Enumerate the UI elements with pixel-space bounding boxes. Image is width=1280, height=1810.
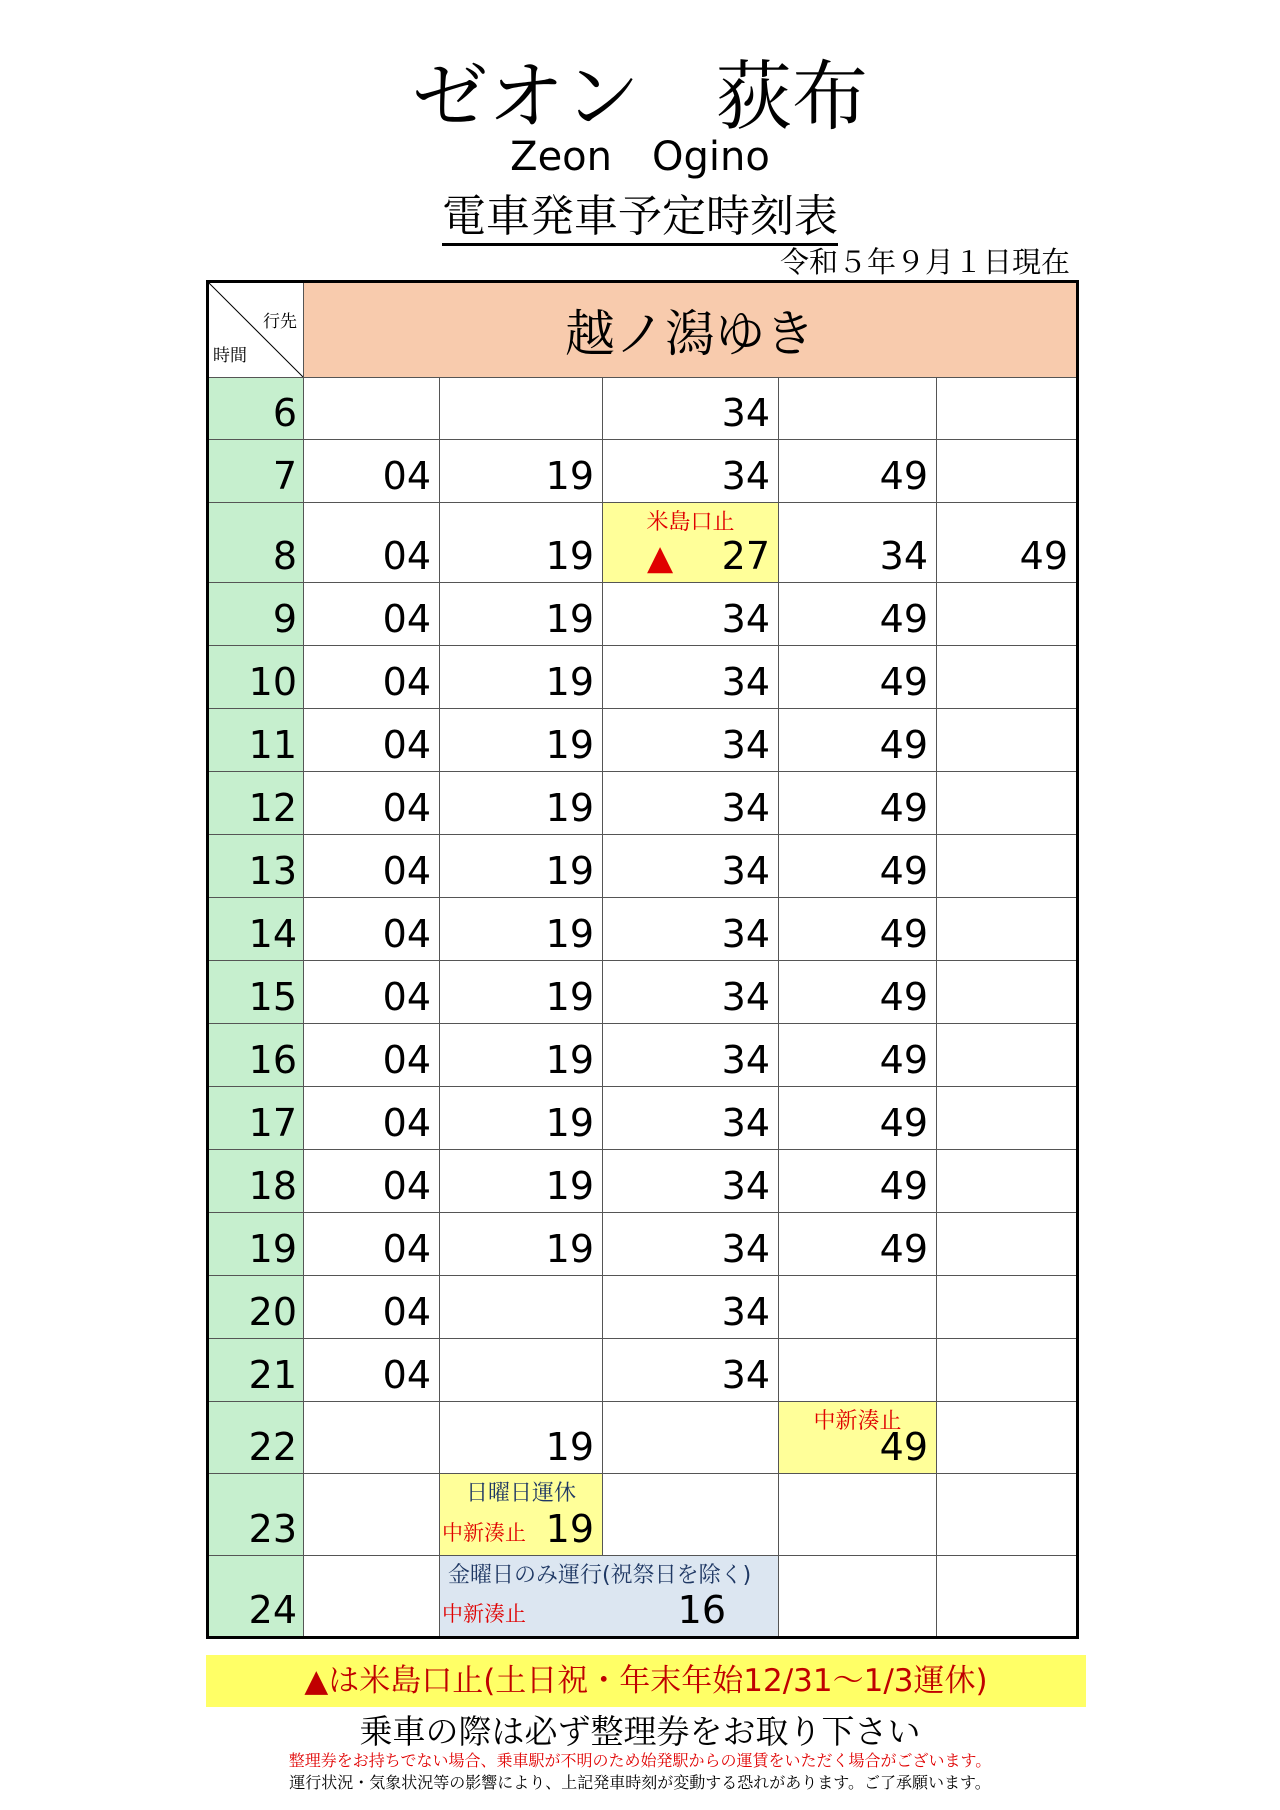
time-cell: 49 (779, 1150, 937, 1213)
friday-only-note: 金曜日のみ運行(祝祭日を除く) (448, 1563, 752, 1588)
sunday-suspended-note: 日曜日運休 (465, 1481, 576, 1506)
time-cell: 19 (440, 835, 603, 898)
time-cell: 49 (779, 772, 937, 835)
time-cell: 49 (779, 1213, 937, 1276)
table-row (208, 440, 1078, 503)
time-cell (937, 1024, 1078, 1087)
station-name-jp: ゼオン 荻布 (412, 52, 868, 141)
time-cell: 34 (603, 378, 779, 440)
hour-cell: 19 (208, 1213, 304, 1276)
time-cell: 34 (603, 961, 779, 1024)
time-cell: 04 (304, 1276, 440, 1339)
hour-cell: 15 (208, 961, 304, 1024)
time-cell: 49 (779, 583, 937, 646)
table-row (208, 1150, 1078, 1213)
table-row (208, 1213, 1078, 1276)
header-row (208, 282, 1078, 378)
time-cell: 04 (304, 961, 440, 1024)
time-cell (304, 1474, 440, 1556)
time-cell (937, 1339, 1078, 1402)
time-cell: 19 (440, 1087, 603, 1150)
hour-cell: 18 (208, 1150, 304, 1213)
time-cell: 04 (304, 835, 440, 898)
table-row (208, 646, 1078, 709)
station-name-en: Zeon Ogino (510, 134, 770, 180)
time-cell: 49 (779, 835, 937, 898)
time-cell: 04 (304, 1024, 440, 1087)
timetable-title (0, 190, 1280, 244)
time-cell: 19 (440, 1024, 603, 1087)
time-cell: 19 (440, 1150, 603, 1213)
time-cell (937, 709, 1078, 772)
hour-cell: 10 (208, 646, 304, 709)
time-cell: 04 (304, 898, 440, 961)
time-cell: 04 (304, 646, 440, 709)
time-cell (304, 378, 440, 440)
table-row (208, 772, 1078, 835)
hour-cell: 13 (208, 835, 304, 898)
time-cell: 34 (603, 772, 779, 835)
time-cell (937, 772, 1078, 835)
table-row (208, 1474, 1078, 1556)
time-cell: 34 (603, 1024, 779, 1087)
hour-cell: 14 (208, 898, 304, 961)
time-cell: 19 (440, 898, 603, 961)
time-cell (603, 1474, 779, 1556)
time-cell (304, 1556, 440, 1638)
nakashinminato-note: 中新湊止 (442, 1521, 526, 1545)
time-value: 27 (721, 534, 770, 578)
hour-cell: 17 (208, 1087, 304, 1150)
timetable (206, 280, 1079, 1639)
as-of-date: 令和５年９月１日現在 (779, 245, 1070, 279)
time-cell (937, 835, 1078, 898)
time-cell (779, 1474, 937, 1556)
time-cell: 19 (440, 772, 603, 835)
time-value: 16 (677, 1588, 726, 1632)
table-row (208, 1276, 1078, 1339)
time-cell: 19 (440, 646, 603, 709)
time-cell: 34 (603, 709, 779, 772)
timetable-title-text: 電車発車予定時刻表 (442, 191, 838, 246)
time-cell: 34 (779, 503, 937, 583)
hour-cell: 21 (208, 1339, 304, 1402)
time-cell (937, 1150, 1078, 1213)
time-cell (937, 1402, 1078, 1474)
time-cell: 34 (603, 583, 779, 646)
time-cell: 19 (440, 440, 603, 503)
time-cell: 34 (603, 440, 779, 503)
destination-label: 行先 (263, 312, 297, 332)
time-cell: 04 (304, 503, 440, 583)
time-cell: 49 (779, 961, 937, 1024)
time-cell: 19 (440, 1213, 603, 1276)
time-cell: 19 (440, 583, 603, 646)
hour-cell: 8 (208, 503, 304, 583)
time-cell: 34 (603, 1213, 779, 1276)
time-cell: 49 (779, 646, 937, 709)
time-cell: 34 (603, 646, 779, 709)
table-row (208, 1087, 1078, 1150)
table-row (208, 835, 1078, 898)
hour-cell: 6 (208, 378, 304, 440)
time-cell: 49 (779, 709, 937, 772)
table-row (208, 898, 1078, 961)
time-cell: 19 (440, 709, 603, 772)
schedule-change-notice: 運行状況・気象状況等の影響により、上記発車時刻が変動する恐れがあります。ご了承願います。 (289, 1773, 991, 1792)
table-row (208, 1024, 1078, 1087)
time-cell (779, 378, 937, 440)
time-cell (779, 1276, 937, 1339)
triangle-mark-icon: ▲ (647, 538, 674, 578)
time-cell: 49 (779, 1087, 937, 1150)
time-cell: 04 (304, 772, 440, 835)
time-cell (937, 1087, 1078, 1150)
fare-notice: 整理券をお持ちでない場合、乗車駅が不明のため始発駅からの運賃をいただく場合がございます。 (288, 1751, 992, 1770)
time-cell: 04 (304, 583, 440, 646)
time-cell (937, 1474, 1078, 1556)
hour-cell: 9 (208, 583, 304, 646)
time-cell (779, 1556, 937, 1638)
time-cell: 34 (603, 1150, 779, 1213)
time-cell (937, 378, 1078, 440)
nakashinminato-note: 中新湊止 (813, 1409, 902, 1434)
time-cell (937, 440, 1078, 503)
time-cell: 49 (779, 440, 937, 503)
hour-cell: 22 (208, 1402, 304, 1474)
table-row (208, 1339, 1078, 1402)
time-cell (937, 1276, 1078, 1339)
time-cell: 04 (304, 1339, 440, 1402)
time-cell: 34 (603, 898, 779, 961)
hour-cell: 20 (208, 1276, 304, 1339)
table-row (208, 1402, 1078, 1474)
time-cell-short-run (440, 1474, 603, 1556)
time-cell (937, 646, 1078, 709)
time-cell (779, 1339, 937, 1402)
time-cell (603, 1402, 779, 1474)
table-row (208, 583, 1078, 646)
time-cell: 34 (603, 1339, 779, 1402)
hour-cell: 12 (208, 772, 304, 835)
time-cell: 49 (779, 898, 937, 961)
time-cell: 49 (937, 503, 1078, 583)
time-cell: 04 (304, 1150, 440, 1213)
time-value: 19 (545, 1507, 594, 1551)
time-cell-friday-only (440, 1556, 779, 1638)
time-cell: 04 (304, 1213, 440, 1276)
time-cell (440, 1339, 603, 1402)
time-cell: 34 (603, 835, 779, 898)
time-cell (937, 1213, 1078, 1276)
time-cell: 19 (440, 1402, 603, 1474)
time-cell (937, 898, 1078, 961)
time-cell (937, 961, 1078, 1024)
time-cell (304, 1402, 440, 1474)
corner-cell (208, 282, 304, 378)
time-cell-short-run (603, 503, 779, 583)
hour-cell: 24 (208, 1556, 304, 1638)
time-cell-short-run (779, 1402, 937, 1474)
table-row (208, 1556, 1078, 1638)
hour-label: 時間 (213, 346, 247, 366)
time-value: 49 (879, 1425, 928, 1469)
legend-banner: ▲は米島口止(土日祝・年末年始12/31～1/3運休) (206, 1655, 1086, 1707)
time-cell: 34 (603, 1087, 779, 1150)
hour-cell: 23 (208, 1474, 304, 1556)
time-cell (440, 1276, 603, 1339)
time-cell (937, 1556, 1078, 1638)
table-row (208, 709, 1078, 772)
time-cell: 04 (304, 440, 440, 503)
table-row (208, 378, 1078, 440)
table-row (208, 503, 1078, 583)
time-cell: 04 (304, 1087, 440, 1150)
time-cell: 34 (603, 1276, 779, 1339)
nakashinminato-note: 中新湊止 (442, 1602, 526, 1626)
time-cell (937, 583, 1078, 646)
table-row (208, 961, 1078, 1024)
destination-header: 越ノ潟ゆき (304, 282, 1078, 378)
time-cell: 19 (440, 961, 603, 1024)
time-cell: 04 (304, 709, 440, 772)
yoneshimaguchi-note: 米島口止 (646, 510, 735, 535)
ticket-notice: 乗車の際は必ず整理券をお取り下さい (359, 1712, 921, 1751)
time-cell (440, 378, 603, 440)
time-cell: 19 (440, 503, 603, 583)
time-cell: 49 (779, 1024, 937, 1087)
hour-cell: 7 (208, 440, 304, 503)
hour-cell: 16 (208, 1024, 304, 1087)
hour-cell: 11 (208, 709, 304, 772)
